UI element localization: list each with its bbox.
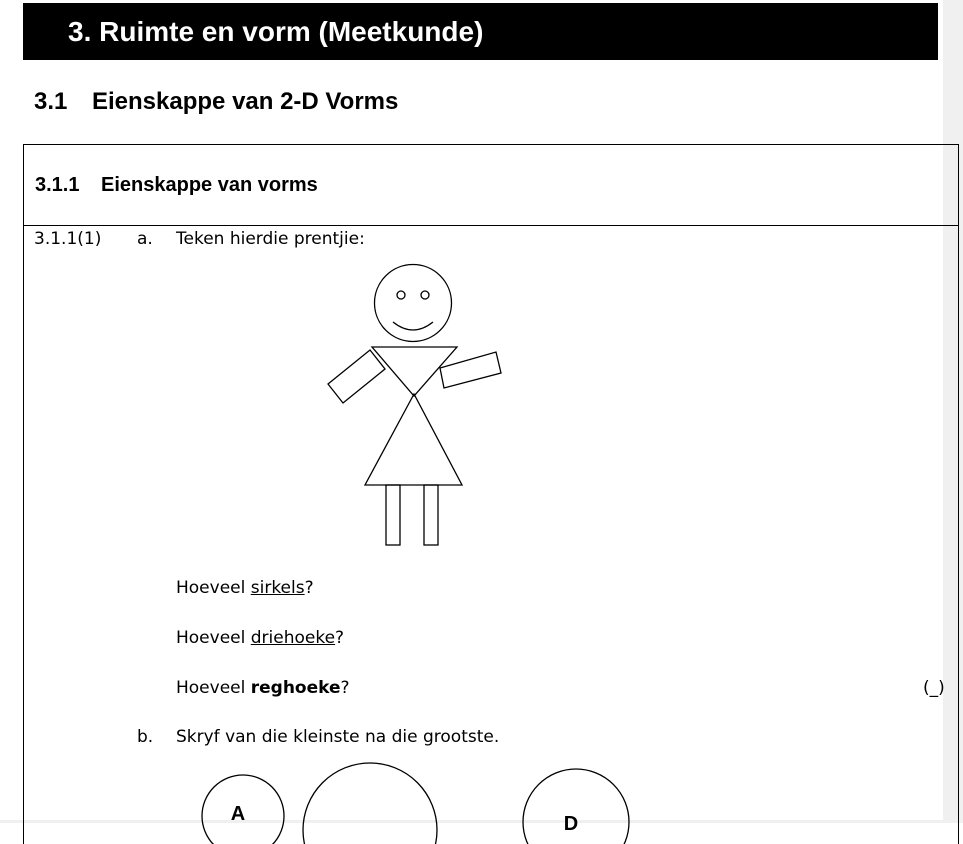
subsection-title: Eienskappe van vorms	[101, 174, 318, 196]
subsection-number: 3.1.1	[35, 174, 80, 196]
question-keyword: reghoeke	[250, 678, 341, 698]
left-leg-rectangle	[386, 485, 400, 545]
question-keyword: sirkels	[250, 578, 305, 598]
circle-a-label: A	[230, 803, 246, 825]
body-upper-triangle	[372, 347, 457, 396]
right-eye-circle	[421, 291, 429, 299]
question-suffix: ?	[340, 678, 350, 698]
circle-d-label: D	[563, 813, 579, 835]
left-arm-rectangle	[328, 350, 385, 403]
section-title: Eienskappe van 2-D Vorms	[92, 88, 399, 115]
stick-figure-drawing	[328, 265, 501, 546]
left-eye-circle	[397, 291, 405, 299]
section-number: 3.1	[34, 88, 68, 115]
body-lower-triangle	[365, 394, 462, 485]
part-a-letter: a.	[137, 229, 153, 249]
question-number: 3.1.1(1)	[34, 229, 102, 249]
mark-allocation: (_)	[923, 678, 945, 698]
count-circles-question	[176, 578, 314, 598]
part-a-instruction: Teken hierdie prentjie:	[176, 229, 365, 249]
question-prefix: Hoeveel	[176, 678, 251, 698]
right-leg-rectangle	[424, 485, 438, 545]
question-suffix: ?	[304, 578, 314, 598]
chapter-title: 3. Ruimte en vorm (Meetkunde)	[68, 15, 484, 47]
smile-curve	[393, 322, 433, 330]
count-triangles-question	[176, 628, 344, 648]
part-b-instruction: Skryf van die kleinste na die grootste.	[176, 727, 500, 747]
question-prefix: Hoeveel	[176, 628, 251, 648]
right-arm-rectangle	[440, 352, 501, 388]
question-suffix: ?	[335, 628, 345, 648]
part-b-letter: b.	[137, 727, 154, 747]
count-rectangles-question	[176, 678, 350, 698]
question-prefix: Hoeveel	[176, 578, 251, 598]
question-keyword: driehoeke	[250, 628, 336, 648]
